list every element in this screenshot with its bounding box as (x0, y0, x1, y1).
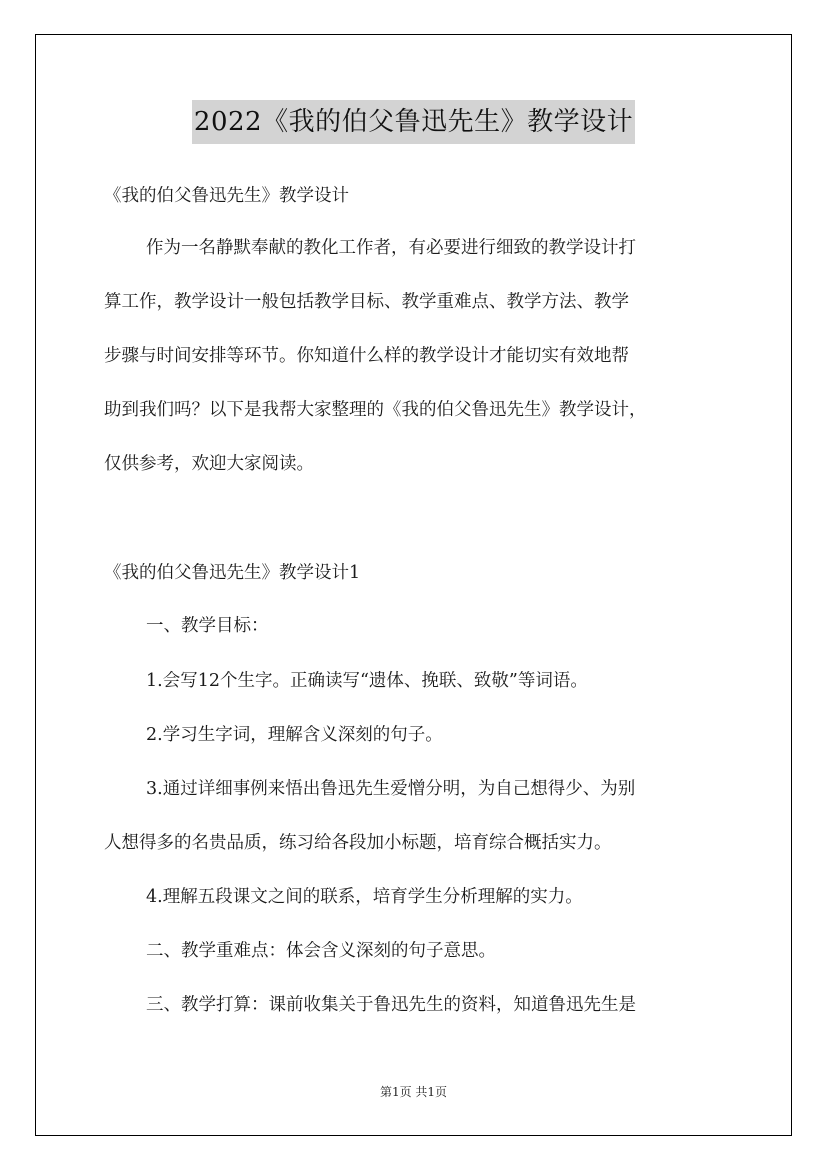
intro-line-4: 助到我们吗？以下是我帮大家整理的《我的伯父鲁迅先生》教学设计， (104, 400, 647, 420)
title-container (0, 100, 827, 144)
section-heading: 《我的伯父鲁迅先生》教学设计1 (104, 563, 361, 583)
intro-line-5: 仅供参考，欢迎大家阅读。 (104, 454, 314, 474)
subtitle-line: 《我的伯父鲁迅先生》教学设计 (104, 186, 349, 206)
goal-item-4: 4.理解五段课文之间的联系，培育学生分析理解的实力。 (146, 887, 583, 907)
goals-heading: 一、教学目标： (146, 616, 269, 636)
goal-item-1: 1.会写12个生字。正确读写“遗体、挽联、致敬”等词语。 (146, 671, 588, 691)
goal-item-3-line-2: 人想得多的名贵品质，练习给各段加小标题，培育综合概括实力。 (104, 833, 612, 853)
goal-item-2: 2.学习生字词，理解含义深刻的句子。 (146, 725, 443, 745)
page-footer: 第1页 共1页 (379, 1085, 448, 1099)
document-title: 2022《我的伯父鲁迅先生》教学设计 (192, 100, 635, 144)
preparation-line: 三、教学打算：课前收集关于鲁迅先生的资料，知道鲁迅先生是 (146, 995, 636, 1015)
intro-line-2: 算工作，教学设计一般包括教学目标、教学重难点、教学方法、教学 (104, 292, 629, 312)
intro-line-3: 步骤与时间安排等环节。你知道什么样的教学设计才能切实有效地帮 (104, 346, 629, 366)
key-points-line: 二、教学重难点：体会含义深刻的句子意思。 (146, 941, 496, 961)
intro-line-1: 作为一名静默奉献的教化工作者，有必要进行细致的教学设计打 (146, 238, 636, 258)
goal-item-3-line-1: 3.通过详细事例来悟出鲁迅先生爱憎分明，为自己想得少、为别 (146, 779, 636, 799)
